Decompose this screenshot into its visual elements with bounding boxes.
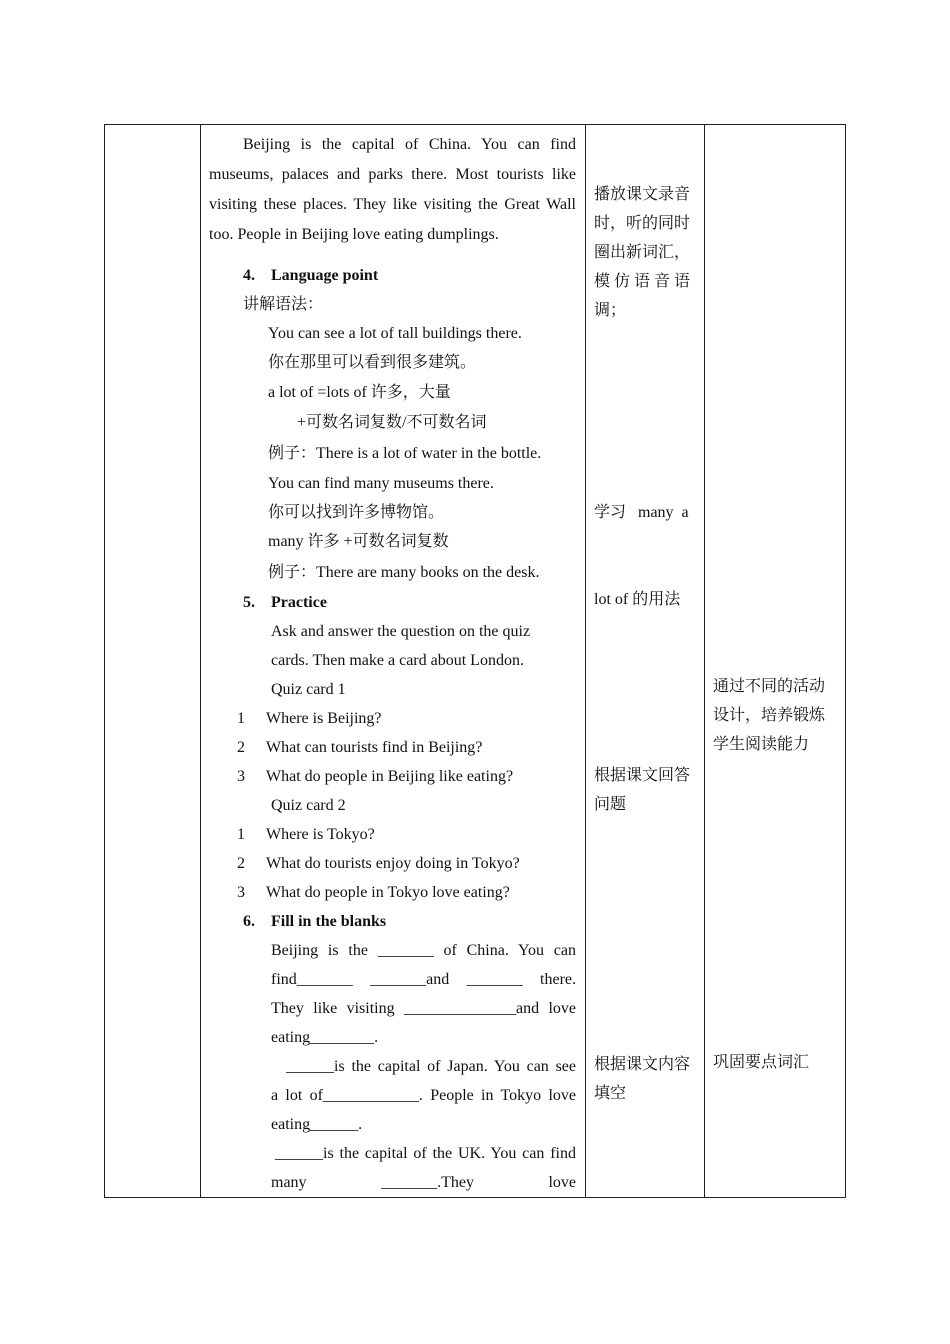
grammar-line: 你在那里可以看到很多建筑。 <box>268 354 477 371</box>
section-number: 4. <box>243 267 255 284</box>
section-title: Fill in the blanks <box>271 913 387 930</box>
blank-line: ______is the capital of the UK. You can find <box>275 1145 576 1162</box>
activity-cell <box>586 125 704 1197</box>
grammar-line: You can find many museums there. <box>268 475 494 492</box>
grammar-line: +可数名词复数/不可数名词 <box>297 414 487 431</box>
grammar-line: You can see a lot of tall buildings there. <box>268 325 522 342</box>
content-cell <box>201 125 585 1197</box>
purpose-note: 通过不同的活动 设计，培养锻炼 学生阅读能力 <box>713 678 826 753</box>
purpose-note: 巩固要点词汇 <box>713 1054 810 1071</box>
grammar-line: many 许多 +可数名词复数 <box>268 533 449 550</box>
quiz-card-title: Quiz card 2 <box>271 797 346 814</box>
lesson-table <box>104 124 846 1198</box>
quiz-number: 1 <box>237 826 245 843</box>
section-number: 5. <box>243 594 255 611</box>
quiz-number: 2 <box>237 739 245 756</box>
activity-note: 播放课文录音 时，听的同时 圈出新词汇， 模 仿 语 音 语 调； <box>594 186 691 319</box>
blank-line: eating________. <box>271 1029 379 1046</box>
purpose-cell <box>705 125 845 1197</box>
practice-line: cards. Then make a card about London. <box>271 652 524 669</box>
blank-line: eating______. <box>271 1116 363 1133</box>
quiz-card-title: Quiz card 1 <box>271 681 346 698</box>
blank-line: They like visiting ______________and love <box>271 1000 576 1017</box>
quiz-question: What do tourists enjoy doing in Tokyo? <box>266 855 520 872</box>
quiz-number: 1 <box>237 710 245 727</box>
quiz-number: 2 <box>237 855 245 872</box>
grammar-line: 你可以找到许多博物馆。 <box>268 504 445 521</box>
grammar-line: 例子：There is a lot of water in the bottle. <box>268 445 542 462</box>
passage-line: Beijing is the capital of China. You can find <box>243 136 576 153</box>
passage-line: visiting these places. They like visiting the Great Wall <box>209 196 576 213</box>
activity-note: 根据课文回答 问题 <box>594 767 691 813</box>
blank-line: find_______ _______and _______ there. <box>271 971 576 988</box>
blank-line: a lot of____________. People in Tokyo love <box>271 1087 576 1104</box>
passage-line: too. People in Beijing love eating dumplings. <box>209 226 499 243</box>
quiz-question: What do people in Beijing like eating? <box>266 768 514 785</box>
quiz-number: 3 <box>237 884 245 901</box>
quiz-question: Where is Beijing? <box>266 710 382 727</box>
section-title: Practice <box>271 594 327 611</box>
quiz-question: Where is Tokyo? <box>266 826 375 843</box>
blank-line: many _______.They love <box>271 1174 576 1191</box>
section-title: Language point <box>271 267 379 284</box>
practice-line: Ask and answer the question on the quiz <box>271 623 531 640</box>
section-number: 6. <box>243 913 255 930</box>
blank-line: Beijing is the _______ of China. You can <box>271 942 576 959</box>
stage-cell <box>105 125 200 1197</box>
quiz-question: What can tourists find in Beijing? <box>266 739 483 756</box>
activity-note: 根据课文内容 填空 <box>594 1056 691 1102</box>
activity-note: 学习 many a lot of 的用法 <box>594 504 689 608</box>
grammar-line: 例子：There are many books on the desk. <box>268 564 540 581</box>
quiz-question: What do people in Tokyo love eating? <box>266 884 510 901</box>
passage-line: museums, palaces and parks there. Most tourists like <box>209 166 576 183</box>
grammar-label: 讲解语法： <box>243 296 324 313</box>
quiz-number: 3 <box>237 768 245 785</box>
grammar-line: a lot of =lots of 许多，大量 <box>268 384 451 401</box>
blank-line: ______is the capital of Japan. You can see <box>286 1058 576 1075</box>
